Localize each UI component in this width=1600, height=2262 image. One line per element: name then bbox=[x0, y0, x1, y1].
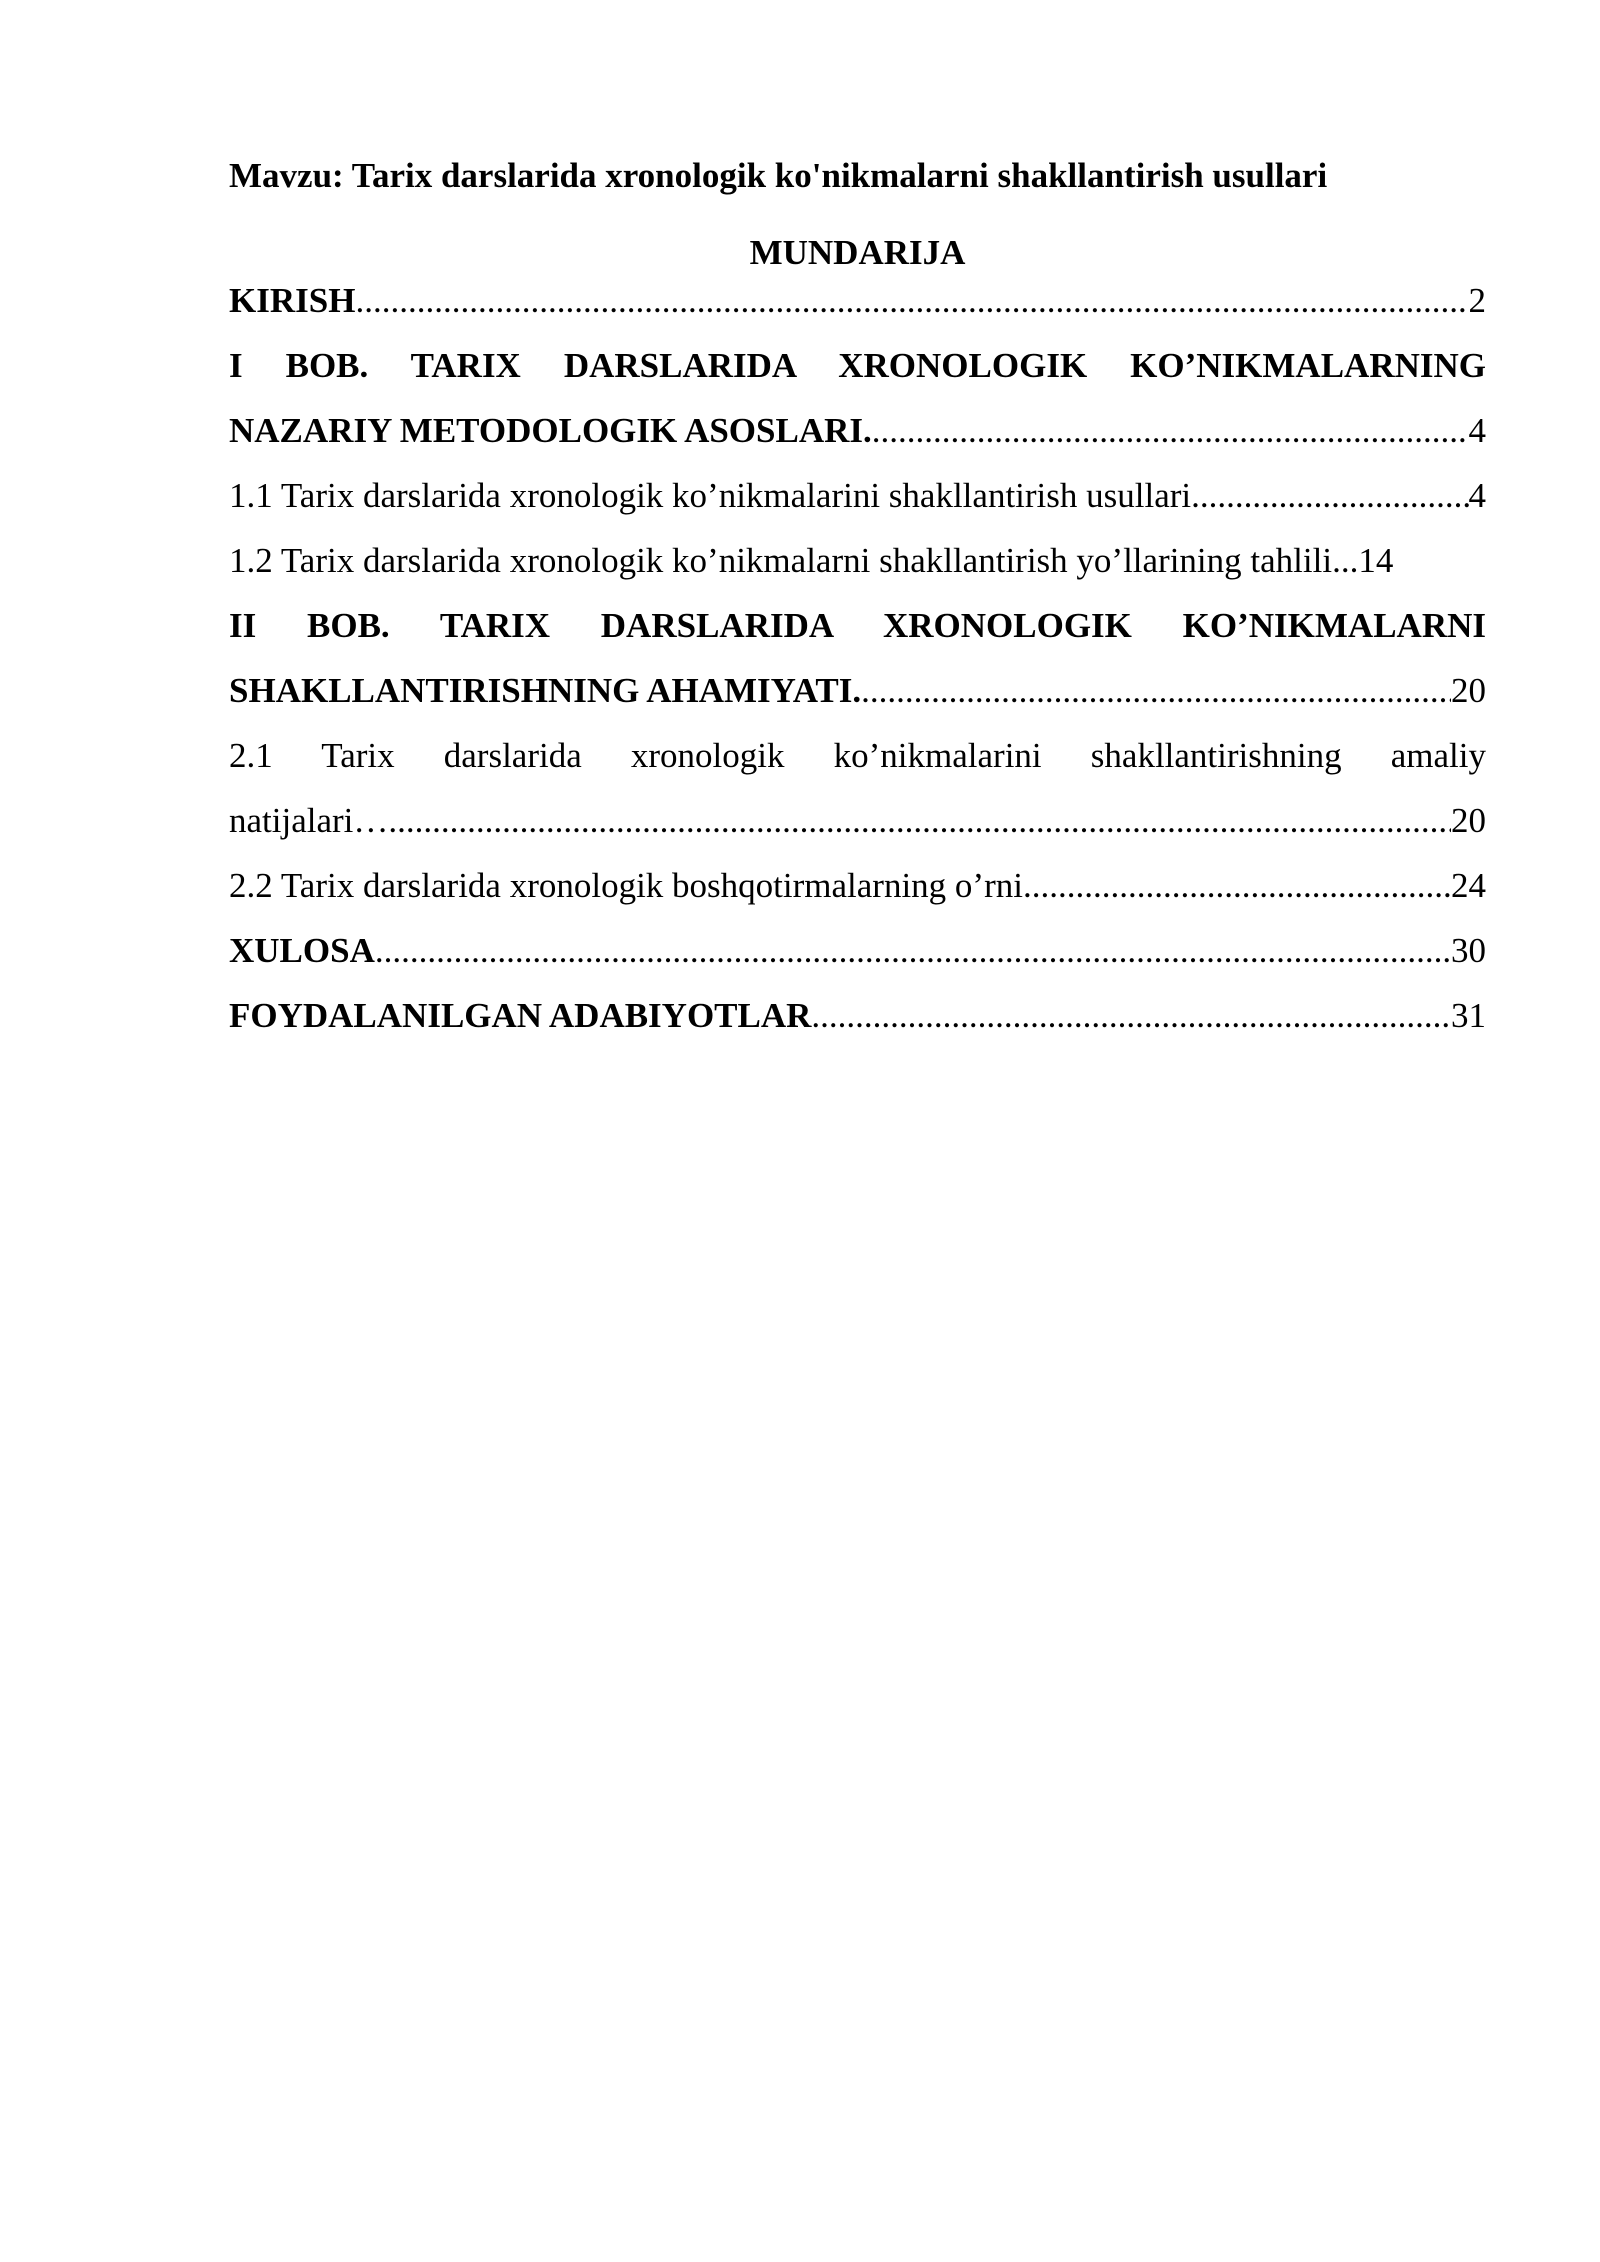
toc-leader-dots bbox=[388, 788, 1451, 853]
document-topic: Mavzu: Tarix darslarida xronologik ko'nikmalarni shakllantirish usullari bbox=[229, 156, 1328, 195]
toc-entry-page: 2 bbox=[1468, 281, 1486, 320]
toc-entry-page: 4 bbox=[1468, 476, 1486, 515]
toc-entry-label: 2.2 Tarix darslarida xronologik boshqotirmalarning o’rni bbox=[229, 866, 1023, 905]
toc-entry-label: 1.1 Tarix darslarida xronologik ko’nikmalarini shakllantirish usullari bbox=[229, 476, 1192, 515]
toc-entry-page: 14 bbox=[1358, 541, 1394, 580]
toc-leader-dots bbox=[811, 983, 1451, 1048]
toc-entry-label: SHAKLLANTIRISHNING AHAMIYATI. bbox=[229, 671, 862, 710]
toc-entry-label: natijalari… bbox=[229, 801, 389, 840]
page-content bbox=[229, 148, 1486, 1048]
toc-entry-chapter1 bbox=[229, 398, 1486, 463]
toc-entry-label: NAZARIY METODOLOGIK ASOSLARI. bbox=[229, 411, 872, 450]
toc-entry-page: 31 bbox=[1451, 996, 1486, 1035]
toc-leader-dots bbox=[861, 658, 1451, 723]
toc-heading: MUNDARIJA bbox=[749, 233, 966, 272]
toc-entry-chapter1-line1: I BOB. TARIX DARSLARIDA XRONOLOGIK KO’NIKMALARNING bbox=[229, 346, 1486, 385]
toc-entry-adabiyotlar bbox=[229, 983, 1486, 1048]
toc-entry-page: 30 bbox=[1451, 931, 1486, 970]
toc-leader-dots bbox=[1191, 463, 1468, 528]
toc-entry-section-2-2 bbox=[229, 853, 1486, 918]
toc-leader-dots bbox=[375, 918, 1451, 983]
toc-leader-dots bbox=[355, 268, 1468, 333]
toc-entry-section-1-1 bbox=[229, 463, 1486, 528]
toc-leader-dots bbox=[872, 398, 1469, 463]
toc-entry-section-2-1-line1: 2.1 Tarix darslarida xronologik ko’nikmalarini shakllantirishning amaliy bbox=[229, 736, 1486, 775]
toc-entry-page: 24 bbox=[1451, 866, 1486, 905]
toc-entry-label: 1.2 Tarix darslarida xronologik ko’nikmalarni shakllantirish yo’llarining tahlili... bbox=[229, 541, 1359, 580]
toc-leader-dots bbox=[1023, 853, 1451, 918]
toc-entry-section-1-2 bbox=[229, 528, 1486, 593]
toc-entry-section-2-1 bbox=[229, 788, 1486, 853]
toc-entry-page: 20 bbox=[1451, 801, 1486, 840]
toc-entry-kirish bbox=[229, 268, 1486, 333]
toc-entry-label: XULOSA bbox=[229, 931, 375, 970]
toc-entry-chapter2-line1: II BOB. TARIX DARSLARIDA XRONOLOGIK KO’NIKMALARNI bbox=[229, 606, 1486, 645]
toc-entry-page: 4 bbox=[1468, 411, 1486, 450]
table-of-contents bbox=[229, 268, 1486, 1048]
toc-entry-chapter2 bbox=[229, 658, 1486, 723]
toc-entry-page: 20 bbox=[1451, 671, 1486, 710]
toc-entry-xulosa bbox=[229, 918, 1486, 983]
toc-entry-label: FOYDALANILGAN ADABIYOTLAR bbox=[229, 996, 812, 1035]
toc-entry-label: KIRISH bbox=[229, 281, 356, 320]
